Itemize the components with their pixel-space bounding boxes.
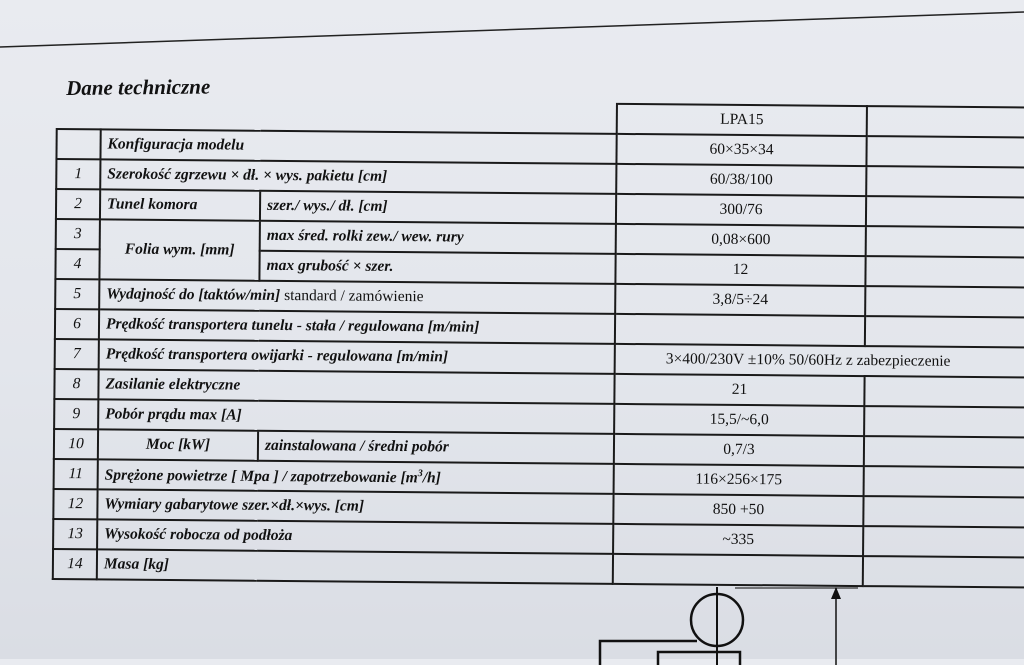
row-label: Szerokość zgrzewu × dł. × wys. pakietu [cm] [100,159,616,194]
row-group-label: Folia wym. [mm] [99,219,260,280]
model-column-header: LPA15 [617,104,867,136]
row-label: Moc [kW] [98,429,258,460]
row-value: 116×256×175 [614,464,864,496]
section-title: Dane techniczne [66,74,211,100]
row-label: Prędkość transportera tunelu - stała / regulowana [m/min] [99,309,615,344]
page-top-edge-line [0,0,1024,60]
row-value: 3×400/230V ±10% 50/60Hz z zabezpieczenie [615,344,1024,378]
row-value: ~335 [613,524,863,556]
row-number: 12 [53,489,97,519]
row-number: 4 [55,249,99,279]
row-value: 3,8/5÷24 [615,284,865,316]
row-number: 8 [54,369,98,399]
row-value: 300/76 [616,194,866,226]
row-sublabel: max grubość × szer. [259,251,615,284]
row-value: 15,5/~6,0 [614,404,864,436]
row-value: 0,08×600 [616,224,866,256]
row-number: 6 [55,309,99,339]
row-number: 3 [56,219,100,249]
row-label: Prędkość transportera owijarki - regulowana [m/min] [99,339,615,374]
row-value: 850 +50 [613,494,863,526]
row-label: Wymiary gabarytowe szer.×dł.×wys. [cm] [97,489,613,524]
row-number: 9 [54,399,98,429]
row-number: 5 [55,279,99,309]
row-value: 60/38/100 [616,164,866,196]
row-label: Masa [kg] [97,549,613,584]
row-value [615,314,865,346]
row-value: 12 [615,254,865,286]
row-label: Pobór prądu max [A] [98,399,614,434]
row-value: 60×35×34 [616,134,866,166]
row-number: 13 [53,519,97,549]
row-sublabel: max śred. rolki zew./ wew. rury [260,221,616,254]
row-label: Tunel komora [100,189,260,220]
row-label: Konfiguracja modelu [100,129,616,164]
row-number: 2 [56,189,100,219]
row-label: Sprężone powietrze [ Mpa ] / zapotrzebowanie $[m^3/h]$ [98,459,614,494]
row-sublabel: zainstalowana / średni pobór [258,431,614,464]
row-number: 1 [56,159,100,189]
spec-sheet [52,98,1024,589]
row-value: 0,7/3 [614,434,864,466]
row-sublabel: szer./ wys./ dł. [cm] [260,191,616,224]
row-number: 7 [55,339,99,369]
row-number: 11 [54,459,98,489]
row-number: 14 [53,549,97,579]
row-number: 10 [54,429,98,459]
row-label: Zasilanie elektryczne [98,369,614,404]
row-label: Wydajność do [taktów/min] standard / zamówienie [99,279,615,314]
row-label: Wysokość robocza od podłoża [97,519,613,554]
row-value: 21 [614,374,864,406]
technical-drawing-fragment [590,575,890,665]
row-value [613,554,863,586]
spec-table [52,98,1024,589]
